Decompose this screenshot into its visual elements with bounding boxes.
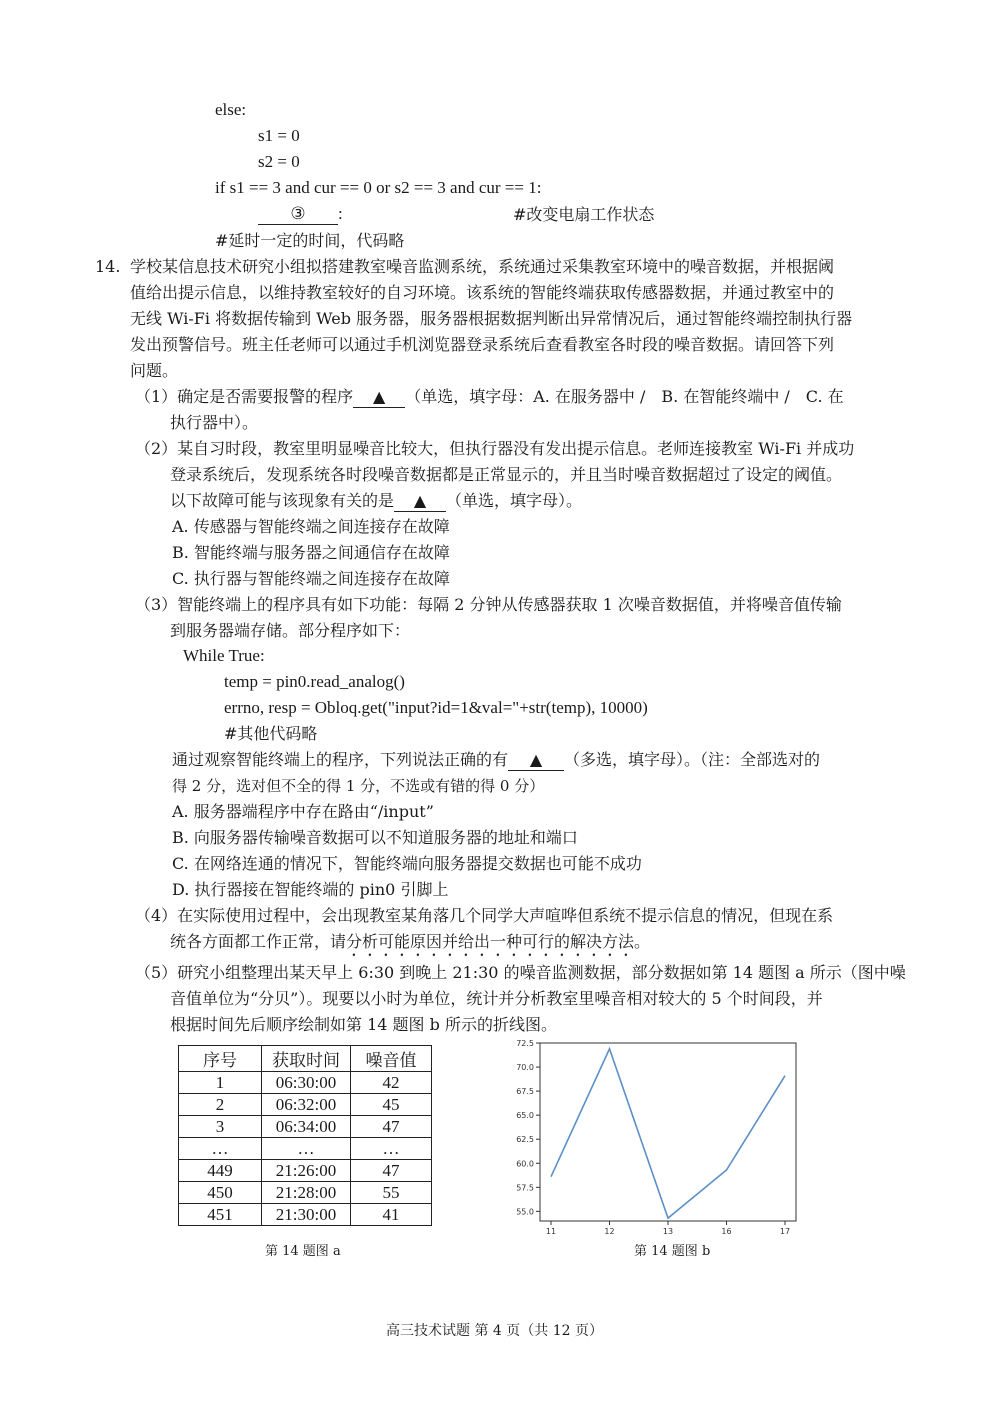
part-2-option-a: A. 传感器与智能终端之间连接存在故障 bbox=[172, 517, 450, 536]
part-3-option-d: D. 执行器接在智能终端的 pin0 引脚上 bbox=[172, 880, 449, 899]
page-footer: 高三技术试题 第 4 页（共 12 页） bbox=[386, 1323, 603, 1339]
part-4-line-1: （4）在实际使用过程中，会出现教室某角落几个同学大声喧哗但系统不提示信息的情况，但现在系 bbox=[135, 906, 834, 925]
table-cell: … bbox=[179, 1138, 262, 1160]
x-tick-label: 13 bbox=[662, 1227, 674, 1235]
part-4-emphasis: 分析可能原因并给出一种可行的解决方法 bbox=[346, 932, 635, 951]
part-2-line-1: （2）某自习时段，教室里明显噪音比较大，但执行器没有发出提示信息。老师连接教室 Wi-Fi 并成功 bbox=[135, 439, 855, 458]
table-cell: 41 bbox=[351, 1204, 432, 1226]
table-header-row bbox=[179, 1046, 432, 1072]
table-cell: 06:34:00 bbox=[262, 1116, 351, 1138]
part-3-hint: （多选，填字母）。（注：全部选对的 bbox=[564, 750, 821, 769]
table-row bbox=[179, 1072, 432, 1094]
part-1-options: （单选，填字母：A. 在服务器中 / B. 在智能终端中 / C. 在 bbox=[405, 387, 844, 406]
y-tick-label: 70.0 bbox=[516, 1063, 534, 1073]
table-cell: 450 bbox=[179, 1182, 262, 1204]
header-time: 获取时间 bbox=[262, 1046, 351, 1072]
figure-a-caption: 第 14 题图 a bbox=[265, 1244, 341, 1259]
y-tick-label: 57.5 bbox=[516, 1183, 534, 1193]
series-line bbox=[551, 1049, 785, 1218]
x-tick-label: 17 bbox=[779, 1227, 791, 1235]
code-obloq-get: errno, resp = Obloq.get("input?id=1&val="+str(temp), 10000) bbox=[224, 698, 648, 717]
x-axis-ticks bbox=[546, 1221, 790, 1235]
table-cell: 42 bbox=[351, 1072, 432, 1094]
table-cell: 3 bbox=[179, 1116, 262, 1138]
part-4-period: 。 bbox=[634, 932, 651, 951]
y-tick-label: 67.5 bbox=[516, 1087, 534, 1097]
table-cell: … bbox=[262, 1138, 351, 1160]
answer-blank-p1: ▲ bbox=[353, 387, 405, 408]
question-number: 14. bbox=[95, 257, 121, 276]
part-3-question: 通过观察智能终端上的程序，下列说法正确的有 bbox=[172, 750, 509, 769]
part-2-question: 以下故障可能与该现象有关的是 bbox=[170, 491, 395, 510]
part-2-line-2: 登录系统后，发现系统各时段噪音数据都是正常显示的，并且当时噪音数据超过了设定的阈值。 bbox=[170, 465, 843, 484]
code-s1: s1 = 0 bbox=[258, 126, 300, 145]
y-axis-ticks bbox=[516, 1039, 540, 1216]
table-row bbox=[179, 1094, 432, 1116]
code-s2: s2 = 0 bbox=[258, 152, 300, 171]
part-2-line-3 bbox=[170, 491, 582, 512]
y-tick-label: 65.0 bbox=[516, 1111, 534, 1121]
y-tick-label: 62.5 bbox=[516, 1135, 534, 1145]
answer-blank-p2: ▲ bbox=[394, 491, 446, 512]
table-cell: 47 bbox=[351, 1116, 432, 1138]
y-tick-label: 72.5 bbox=[516, 1039, 534, 1048]
table-cell: 21:26:00 bbox=[262, 1160, 351, 1182]
answer-blank-p3: ▲ bbox=[508, 750, 564, 771]
code-read-analog: temp = pin0.read_analog() bbox=[224, 672, 405, 691]
table-cell: 55 bbox=[351, 1182, 432, 1204]
table-row bbox=[179, 1182, 432, 1204]
part-1-line-2: 执行器中）。 bbox=[170, 413, 259, 432]
table-cell: 06:32:00 bbox=[262, 1094, 351, 1116]
x-tick-label: 11 bbox=[545, 1227, 557, 1235]
part-2-hint: （单选，填字母）。 bbox=[446, 491, 583, 510]
part-1-line bbox=[135, 387, 844, 408]
header-index: 序号 bbox=[179, 1046, 262, 1072]
part-3-line-2: 到服务器端存储。部分程序如下： bbox=[170, 621, 411, 640]
part-3-question-line bbox=[172, 750, 820, 771]
table-cell: 45 bbox=[351, 1094, 432, 1116]
y-tick-label: 55.0 bbox=[516, 1207, 534, 1217]
code-colon: : bbox=[338, 204, 343, 223]
part-4-text: 统各方面都工作正常，请 bbox=[170, 932, 347, 951]
part-5-line-1: （5）研究小组整理出某天早上 6:30 到晚上 21:30 的噪音监测数据，部分数据如第 14 题图 a 所示（图中噪 bbox=[135, 963, 906, 982]
table-row bbox=[179, 1204, 432, 1226]
code-if: if s1 == 3 and cur == 0 or s2 == 3 and cur == 1: bbox=[215, 178, 542, 197]
table-cell: 1 bbox=[179, 1072, 262, 1094]
part-4-line-2 bbox=[170, 932, 650, 960]
answer-blank-3: ③ bbox=[258, 204, 338, 225]
code-comment-delay: #延时一定的时间，代码略 bbox=[215, 231, 405, 250]
code-else: else: bbox=[215, 100, 247, 119]
table-row bbox=[179, 1138, 432, 1160]
table-cell: 2 bbox=[179, 1094, 262, 1116]
stem-line-2: 值给出提示信息，以维持教室较好的自习环境。该系统的智能终端获取传感器数据，并通过教室中的 bbox=[130, 283, 835, 302]
part-3-option-c: C. 在网络连通的情况下，智能终端向服务器提交数据也可能不成功 bbox=[172, 854, 642, 873]
figure-b-caption: 第 14 题图 b bbox=[634, 1244, 711, 1259]
code-while: While True: bbox=[183, 646, 265, 665]
code-comment-fan: #改变电扇工作状态 bbox=[513, 205, 655, 224]
stem-line-1: 学校某信息技术研究小组拟搭建教室噪音监测系统，系统通过采集教室环境中的噪音数据，并根据阈 bbox=[130, 257, 835, 276]
table-row bbox=[179, 1160, 432, 1182]
table-cell: 21:28:00 bbox=[262, 1182, 351, 1204]
y-tick-label: 60.0 bbox=[516, 1159, 534, 1169]
stem-line-4: 发出预警信号。班主任老师可以通过手机浏览器登录系统后查看教室各时段的噪音数据。请回答下列 bbox=[130, 335, 835, 354]
part-3-line-1: （3）智能终端上的程序具有如下功能：每隔 2 分钟从传感器获取 1 次噪音数据值，并将噪音值传输 bbox=[135, 595, 842, 614]
part-5-line-3: 根据时间先后顺序绘制如第 14 题图 b 所示的折线图。 bbox=[170, 1015, 557, 1034]
stem-line-3: 无线 Wi-Fi 将数据传输到 Web 服务器，服务器根据数据判断出异常情况后，通过智能终端控制执行器 bbox=[130, 309, 853, 328]
table-cell: 47 bbox=[351, 1160, 432, 1182]
part-3-option-a: A. 服务器端程序中存在路由“/input” bbox=[172, 802, 434, 821]
part-2-option-b: B. 智能终端与服务器之间通信存在故障 bbox=[172, 543, 450, 562]
part-2-option-c: C. 执行器与智能终端之间连接存在故障 bbox=[172, 569, 450, 588]
table-cell: … bbox=[351, 1138, 432, 1160]
x-tick-label: 12 bbox=[604, 1227, 615, 1235]
header-noise: 噪音值 bbox=[351, 1046, 432, 1072]
part-1-text: （1）确定是否需要报警的程序 bbox=[135, 387, 354, 406]
table-cell: 451 bbox=[179, 1204, 262, 1226]
table-cell: 449 bbox=[179, 1160, 262, 1182]
noise-data-table bbox=[178, 1045, 432, 1226]
part-3-scoring: 得 2 分，选对但不全的得 1 分，不选或有错的得 0 分） bbox=[172, 777, 545, 795]
code-blank-line bbox=[258, 204, 343, 225]
part-5-line-2: 音值单位为“分贝”）。现要以小时为单位，统计并分析教室里噪音相对较大的 5 个时间段，并 bbox=[170, 989, 823, 1008]
part-3-option-b: B. 向服务器传输噪音数据可以不知道服务器的地址和端口 bbox=[172, 828, 578, 847]
table-cell: 06:30:00 bbox=[262, 1072, 351, 1094]
stem-line-5: 问题。 bbox=[130, 361, 179, 380]
x-tick-label: 16 bbox=[721, 1227, 732, 1235]
code-comment-other: #其他代码略 bbox=[224, 724, 318, 743]
plot-frame bbox=[540, 1043, 796, 1221]
table-row bbox=[179, 1116, 432, 1138]
noise-line-chart bbox=[500, 1035, 810, 1235]
table-cell: 21:30:00 bbox=[262, 1204, 351, 1226]
